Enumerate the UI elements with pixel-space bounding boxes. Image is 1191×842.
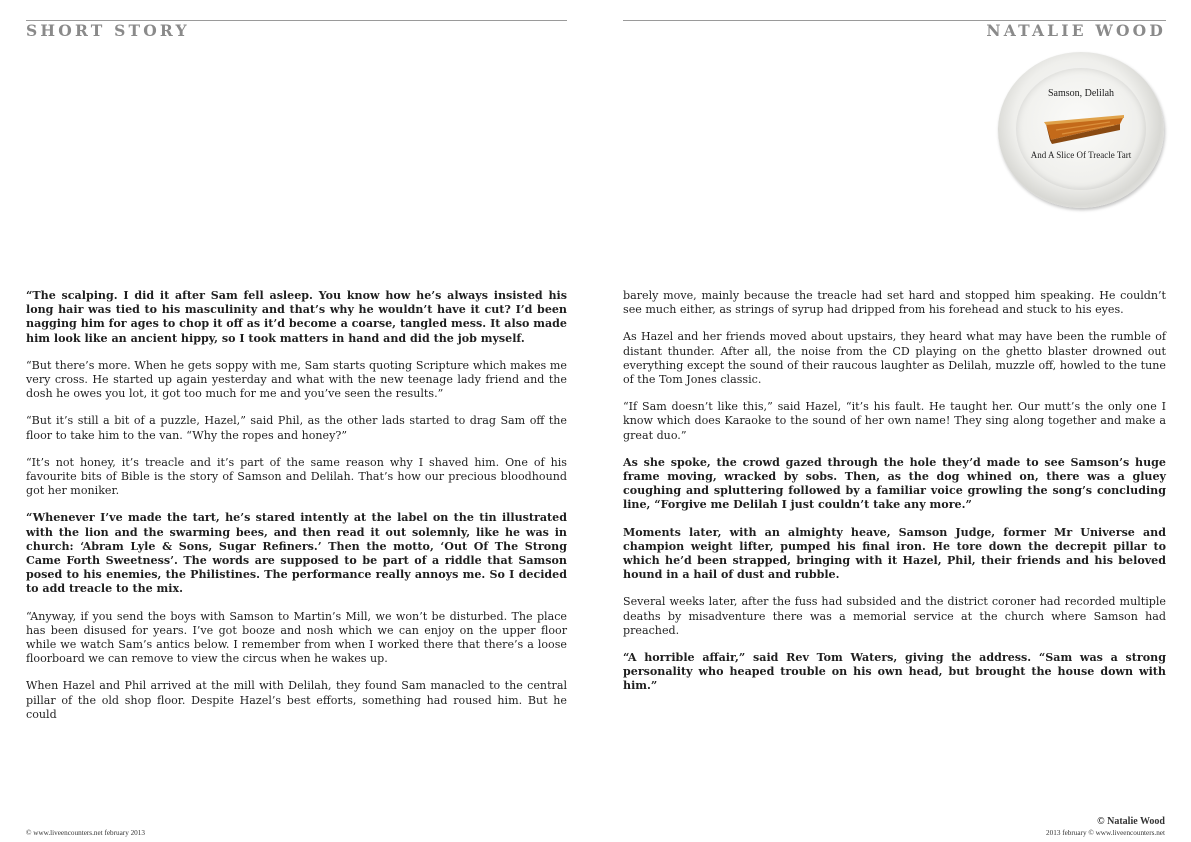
plate-title-line2: And A Slice Of Treacle Tart [1030, 150, 1132, 160]
footer-right: 2013 february © www.liveencounters.net [1046, 829, 1165, 837]
paragraph: “Anyway, if you send the boys with Samson to Martin’s Mill, we won’t be disturbed. The place has been disused for years. I’ve got booze and nosh which we can enjoy on the upper floor while we watch Sam’s antics below. I remember from when I worked there that there’s a loose floorboard we can remove to view the circus when he wakes up. [26, 609, 567, 666]
plate-title-line1: Samson, Delilah [1047, 88, 1115, 99]
paragraph: “But there’s more. When he gets soppy with me, Sam starts quoting Scripture which makes me very cross. He started up again yesterday and what with the new teenage lady friend and the dosh he owes you lot, it got too much for me and you’ve seen the results.” [26, 358, 567, 401]
left-text-column [26, 289, 567, 735]
paragraph: When Hazel and Phil arrived at the mill with Delilah, they found Sam manacled to the central pillar of the old shop floor. Despite Hazel’s best efforts, something had roused him. But he could [26, 679, 567, 721]
paragraph: Moments later, with an almighty heave, Samson Judge, former Mr Universe and champion weight lifter, pumped his final iron. He tore down the decrepit pillar to which he’d been strapped, bringing with it Hazel, Phil, their friends and his beloved hound in a hail of dust and rubble. [623, 525, 1166, 582]
paragraph: “If Sam doesn’t like this,” said Hazel, “it’s his fault. He taught her. Our mutt’s the only one I know which does Karaoke to the sound of her own name! They sing along together and make a great duo.” [623, 400, 1166, 442]
paragraph: Several weeks later, after the fuss had subsided and the district coroner had recorded multiple deaths by misadventure there was a memorial service at the church where Samson had preached. [623, 595, 1166, 637]
plate-illustration [998, 52, 1164, 208]
author-label: NATALIE WOOD [986, 21, 1166, 40]
right-text-column [623, 289, 1166, 707]
paragraph: “A horrible affair,” said Rev Tom Waters, giving the address. “Sam was a strong personality who heaped trouble on his own head, but brought the house down with him.” [623, 651, 1166, 693]
paragraph: As Hazel and her friends moved about upstairs, they heard what may have been the rumble of distant thunder. After all, the noise from the CD playing on the ghetto blaster drowned out everything except the sound of their raucous laughter as Delilah, muzzle off, howled to the tune of the Tom Jones classic. [623, 330, 1166, 387]
paragraph: “The scalping. I did it after Sam fell asleep. You know how he’s always insisted his long hair was tied to his masculinity and that’s why he wouldn’t have it cut? I’d been nagging him for ages to chop it off as it’d become a coarse, tangled mess. It also made him look like an ancient hippy, so I took matters in hand and did the job myself. [26, 289, 567, 345]
paragraph: barely move, mainly because the treacle had set hard and stopped him speaking. He couldn’t see much either, as strings of syrup had dripped from his forehead and stuck to his eyes. [623, 289, 1166, 317]
paragraph: “It’s not honey, it’s treacle and it’s part of the same reason why I shaved him. One of his favourite bits of Bible is the story of Samson and Delilah. That’s how our precious bloodhound got her moniker. [26, 455, 567, 498]
section-label-short-story: SHORT STORY [26, 21, 190, 40]
paragraph: “Whenever I’ve made the tart, he’s stared intently at the label on the tin illustrated with the lion and the swarming bees, and then read it out solemnly, like he was in church: ‘Abram Lyle & Sons, Sugar Refiners.’ Then the motto, ‘Out Of The Strong Came Forth Sweetness’. The words are supposed to be part of a riddle that Samson posed to his enemies, the Philistines. The performance really annoys me. So I decided to add treacle to the mix. [26, 511, 567, 596]
footer-author: © Natalie Wood [1097, 816, 1165, 827]
footer-left: © www.liveencounters.net february 2013 [26, 829, 145, 837]
paragraph: “But it’s still a bit of a puzzle, Hazel,” said Phil, as the other lads started to drag Sam off the floor to take him to the van. “Why the ropes and honey?” [26, 414, 567, 442]
treacle-tart-slice-icon [1040, 110, 1126, 146]
paragraph: As she spoke, the crowd gazed through the hole they’d made to see Samson’s huge frame moving, wracked by sobs. Then, as the dog whined on, there was a gluey coughing and spluttering followed by a familiar voice growling the song’s concluding line, “Forgive me Delilah I just couldn’t take any more.” [623, 455, 1166, 512]
